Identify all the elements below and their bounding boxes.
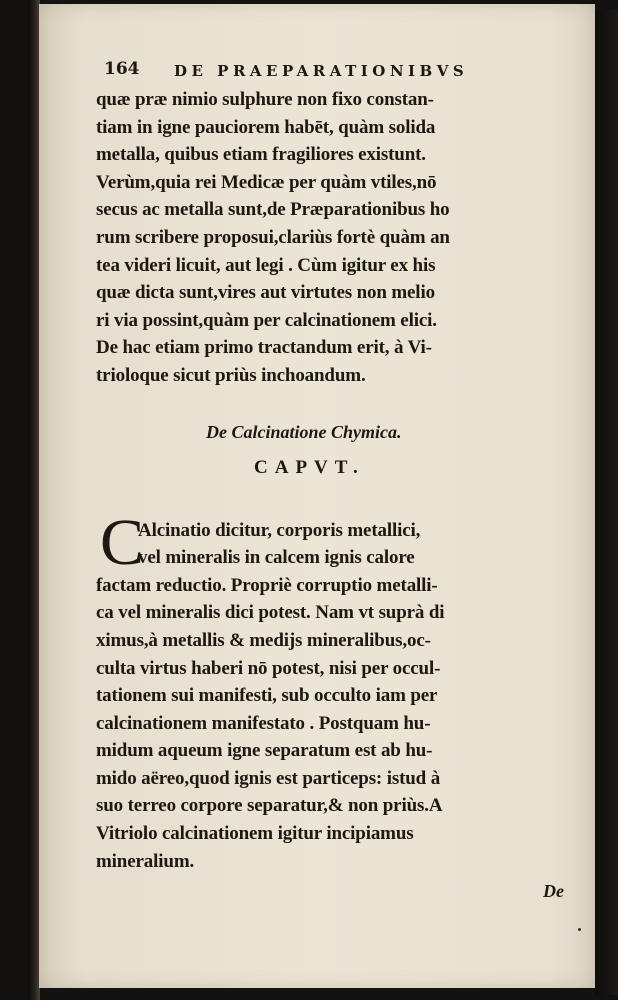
text-line: rum scribere proposui,clariùs fortè quàm an bbox=[96, 226, 450, 248]
text-line: Alcinatio dicitur, corporis metallici, bbox=[138, 519, 421, 541]
chapter-paragraph bbox=[96, 505, 566, 876]
text-block bbox=[96, 59, 566, 902]
catchword: De bbox=[543, 881, 564, 902]
text-line: tea videri licuit, aut legi . Cùm igitur ex his bbox=[96, 254, 436, 276]
text-line: calcinationem manifestato . Postquam hu- bbox=[96, 712, 431, 734]
intro-paragraph bbox=[96, 86, 566, 390]
text-line: mido aëreo,quod ignis est particeps: istud à bbox=[96, 767, 441, 789]
text-line: metalla, quibus etiam fragiliores existunt. bbox=[96, 144, 426, 166]
running-head bbox=[96, 59, 566, 86]
text-line: Vitriolo calcinationem igitur incipiamus bbox=[96, 823, 414, 845]
text-line: tationem sui manifesti, sub occulto iam per bbox=[96, 685, 438, 707]
text-line: quæ dicta sunt,vires aut virtutes non melio bbox=[96, 282, 435, 304]
text-line: midum aqueum igne separatum est ab hu- bbox=[96, 740, 433, 762]
text-line: ca vel mineralis dici potest. Nam vt suprà di bbox=[96, 602, 445, 624]
text-line: Verùm,quia rei Medicæ per quàm vtiles,nō bbox=[96, 171, 437, 193]
text-line: quæ præ nimio sulphure non fixo constan- bbox=[96, 89, 434, 110]
text-line: mineralium. bbox=[96, 850, 195, 872]
text-line: ximus,à metallis & medijs mineralibus,oc- bbox=[96, 629, 431, 651]
chapter-label: CAPVT. bbox=[254, 456, 365, 478]
text-line: De hac etiam primo tractandum erit, à Vi- bbox=[96, 337, 432, 359]
text-line: secus ac metalla sunt,de Præparationibus ho bbox=[96, 199, 450, 221]
text-line: factam reductio. Propriè corruptio metalli- bbox=[96, 574, 438, 596]
ink-speck bbox=[578, 928, 581, 931]
text-line: vel mineralis in calcem ignis calore bbox=[138, 547, 415, 569]
text-line: culta virtus haberi nō potest, nisi per occul- bbox=[96, 657, 441, 679]
text-line: suo terreo corpore separatur,& non priùs.A bbox=[96, 795, 443, 817]
drop-cap: C bbox=[100, 505, 145, 579]
page-number: 164 bbox=[104, 59, 140, 79]
text-line: ri via possint,quàm per calcinationem elici. bbox=[96, 309, 437, 331]
text-line: trioloque sicut priùs inchoandum. bbox=[96, 364, 366, 386]
text-line: tiam in igne pauciorem habēt, quàm solida bbox=[96, 116, 436, 138]
running-title: DE PRAEPARATIONIBVS bbox=[174, 62, 469, 80]
section-title: De Calcinatione Chymica. bbox=[206, 421, 402, 442]
page-edge bbox=[595, 10, 618, 995]
